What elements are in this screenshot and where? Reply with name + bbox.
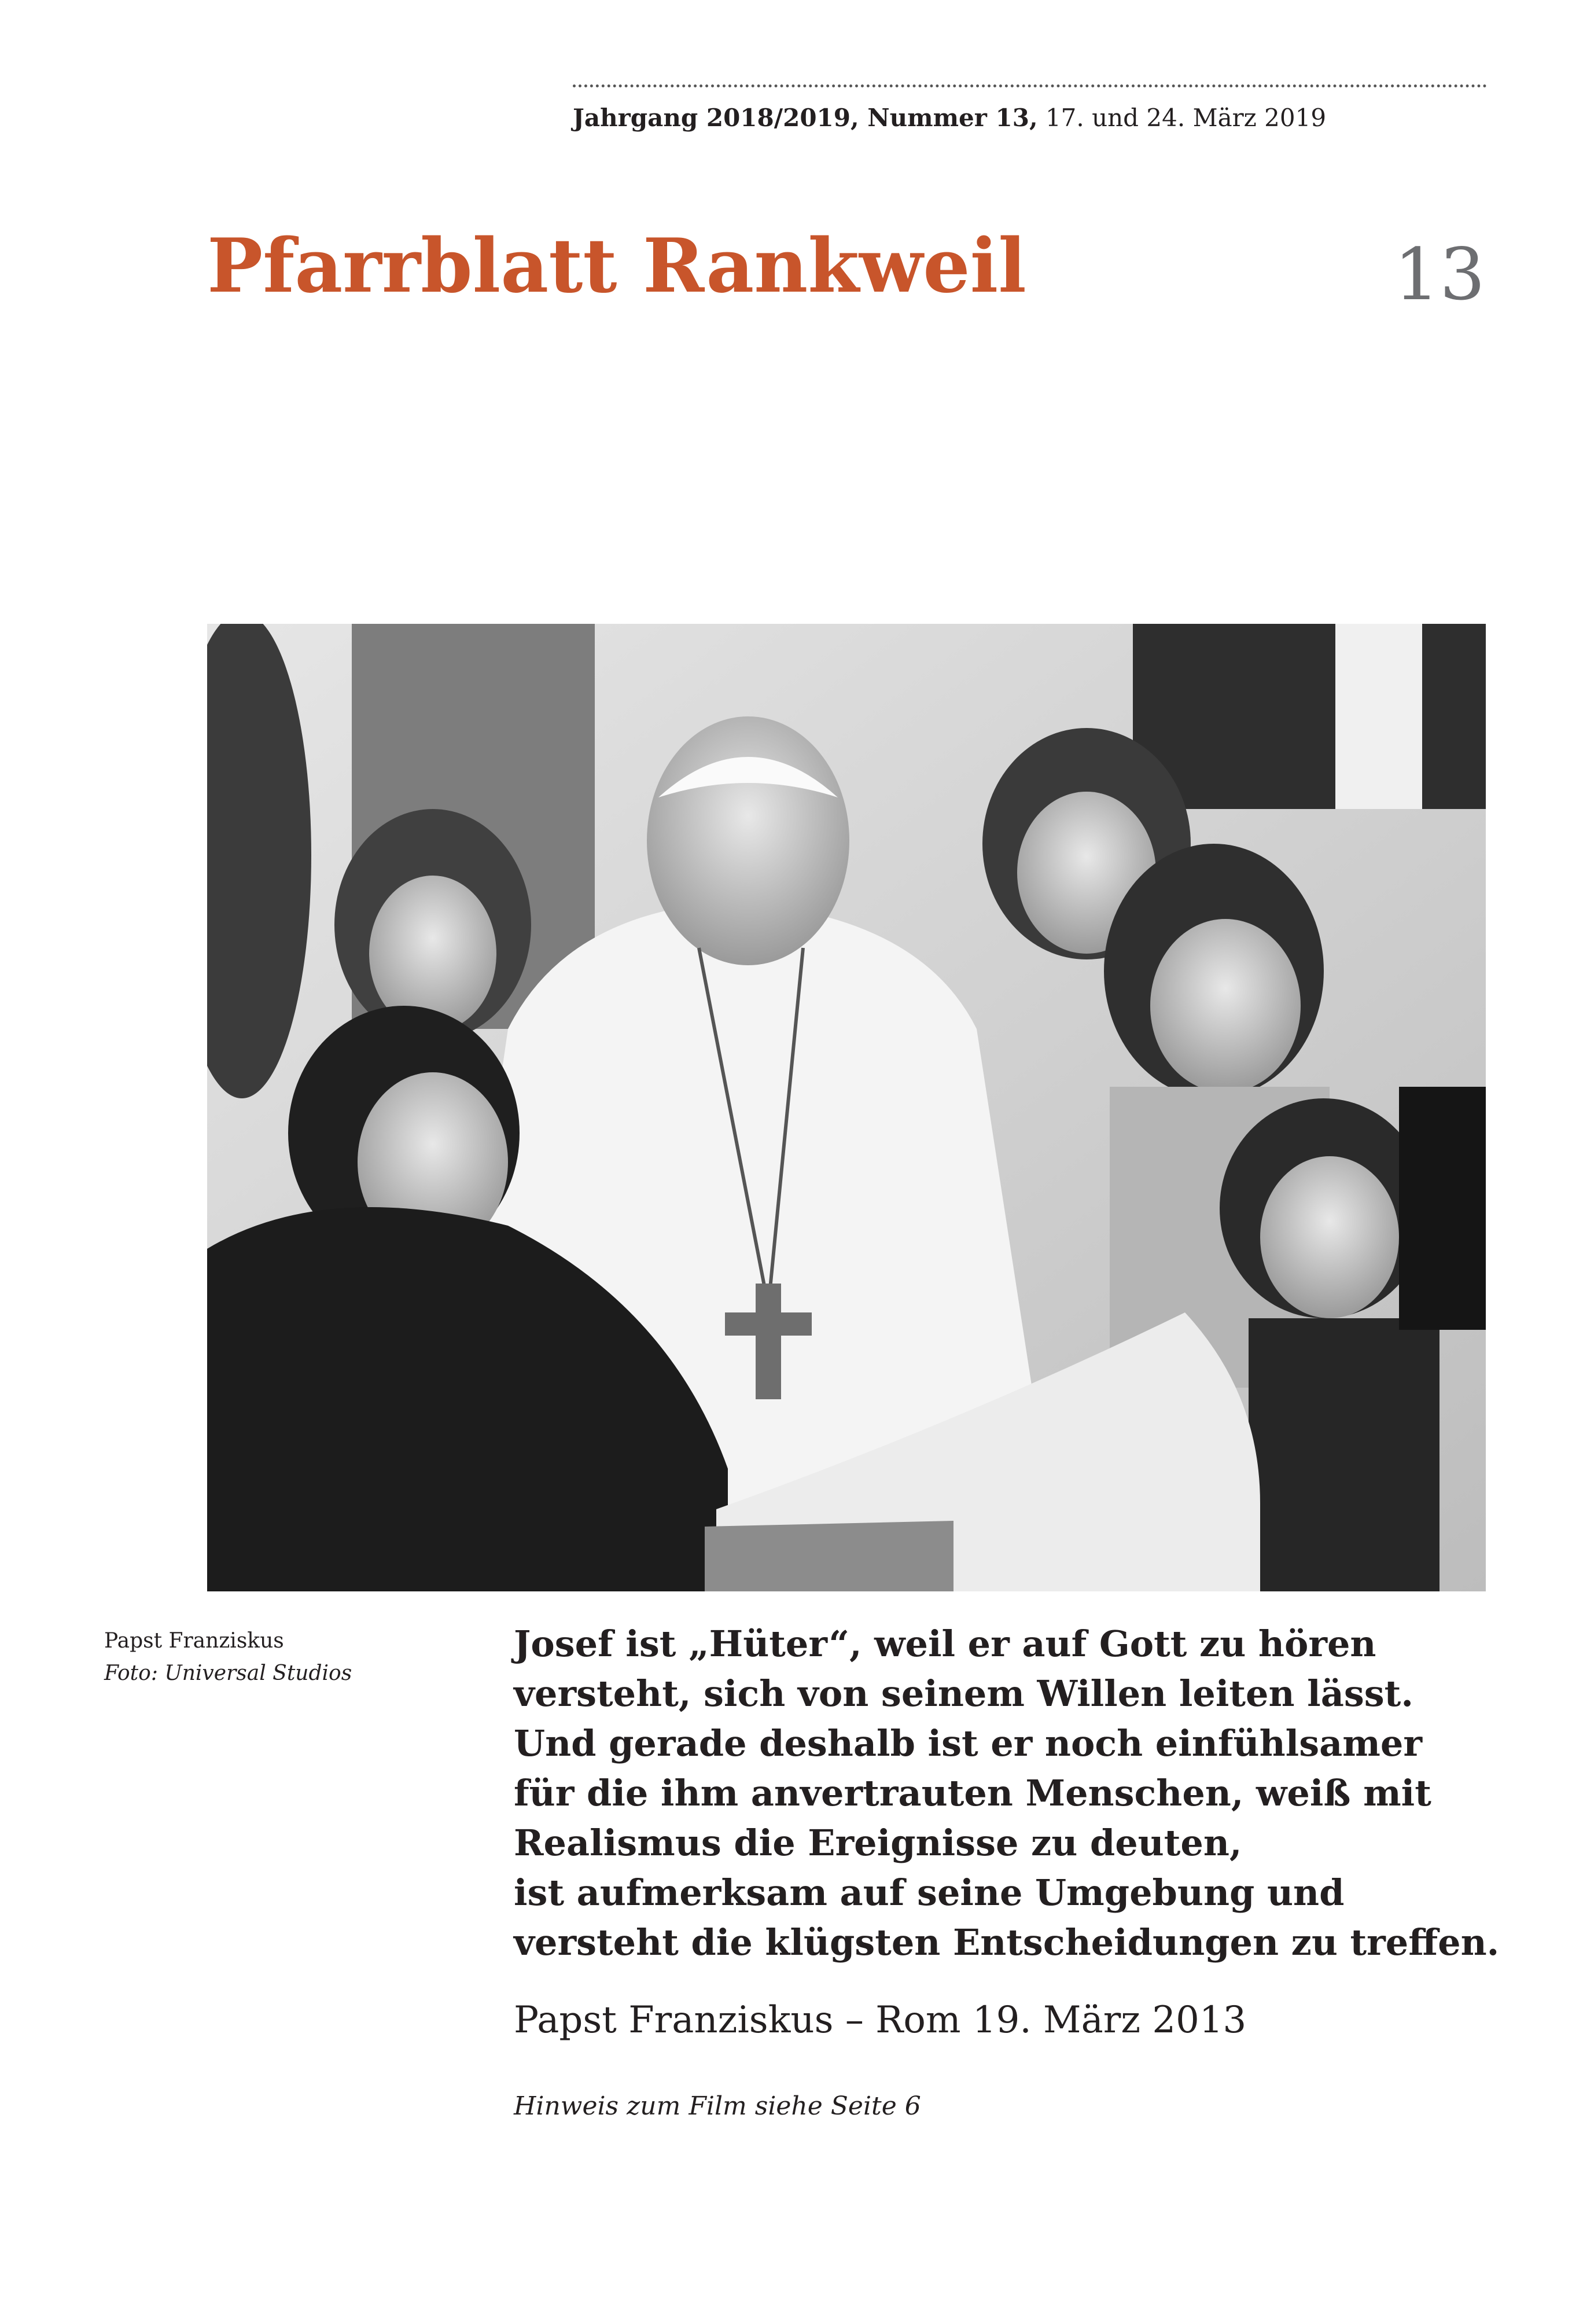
quote-line: ist aufmerksam auf seine Umgebung und bbox=[514, 1871, 1345, 1914]
issue-dates: 17. und 24. März 2019 bbox=[1045, 104, 1327, 132]
quote-line: versteht die klügsten Entscheidungen zu treffen. bbox=[514, 1921, 1500, 1963]
masthead-title: Pfarrblatt Rankweil bbox=[207, 223, 1026, 310]
cover-photo bbox=[207, 624, 1486, 1591]
issue-volume-number: Jahrgang 2018/2019, Nummer 13, bbox=[573, 104, 1038, 132]
pope-quote bbox=[514, 1619, 1500, 1968]
quote-line: für die ihm anvertrauten Menschen, weiß mit bbox=[514, 1772, 1431, 1814]
quote-line: Josef ist „Hüter“, weil er auf Gott zu hören bbox=[514, 1623, 1376, 1665]
cover-photo-illustration bbox=[207, 624, 1486, 1591]
photo-caption-subject: Papst Franziskus bbox=[104, 1629, 284, 1653]
quote-line: versteht, sich von seinem Willen leiten lässt. bbox=[514, 1672, 1413, 1715]
header-dotted-rule bbox=[573, 84, 1487, 87]
photo-caption bbox=[104, 1625, 352, 1690]
quote-line: Und gerade deshalb ist er noch einfühlsamer bbox=[514, 1722, 1423, 1764]
quote-line: Realismus die Ereignisse zu deuten, bbox=[514, 1822, 1242, 1864]
issue-number: 13 bbox=[1394, 233, 1485, 317]
film-hint: Hinweis zum Film siehe Seite 6 bbox=[514, 2091, 921, 2121]
photo-credit: Foto: Universal Studios bbox=[104, 1661, 352, 1685]
quote-attribution: Papst Franziskus – Rom 19. März 2013 bbox=[514, 1999, 1247, 2042]
issue-info bbox=[573, 101, 1326, 135]
